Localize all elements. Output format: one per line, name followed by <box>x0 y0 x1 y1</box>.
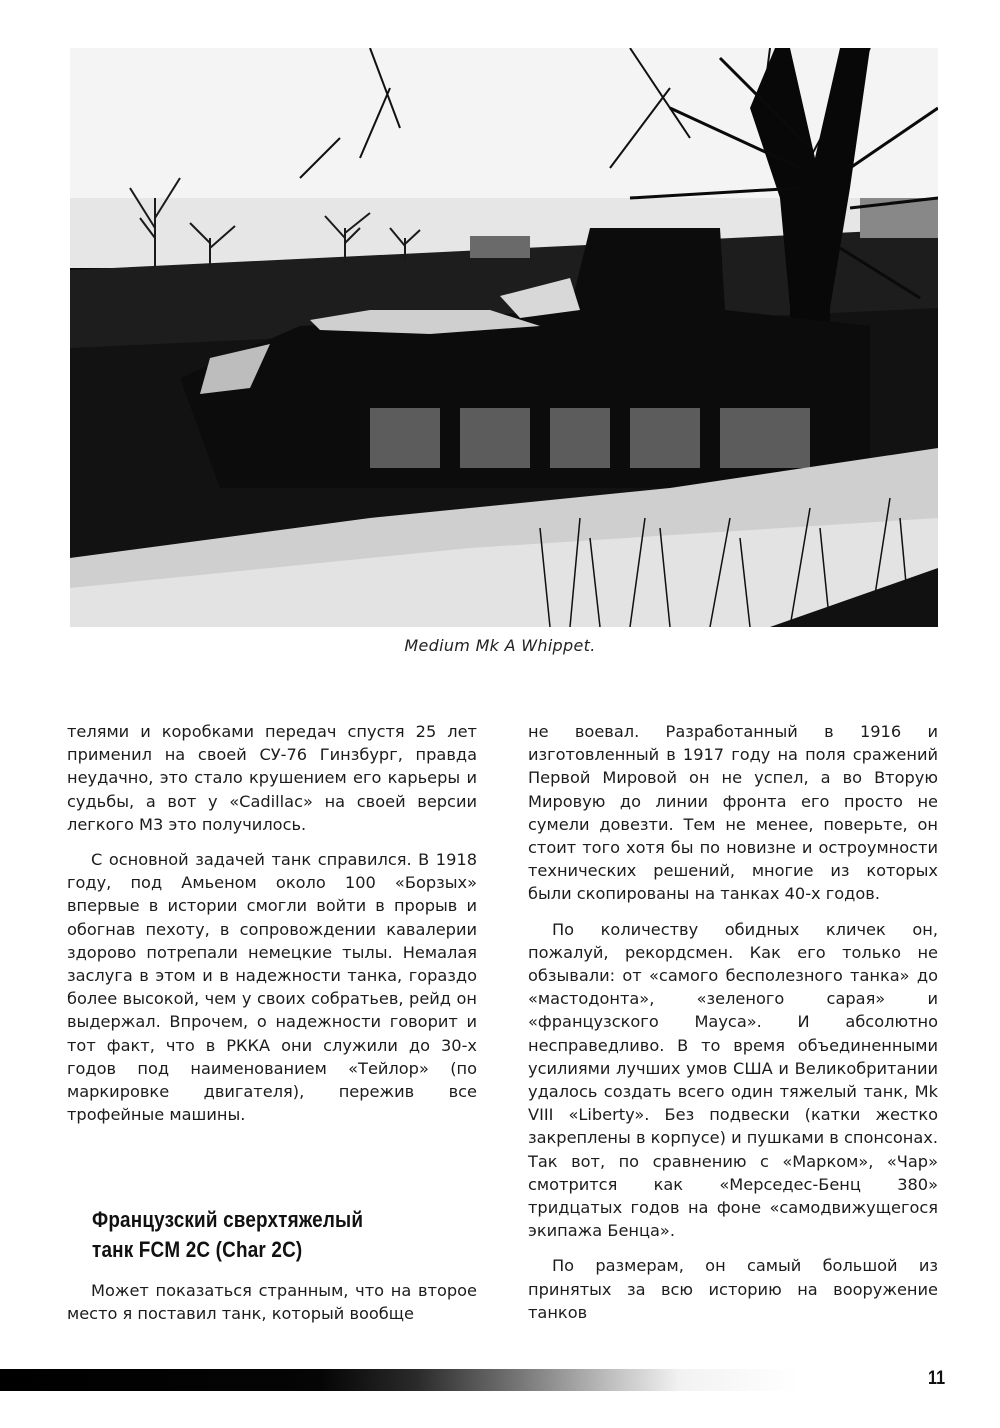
paragraph: телями и коробками передач спустя 25 лет применил на своей СУ-76 Гинзбург, правда неудачно, это стало крушением его карьеры и судьбы, а вот у «Cadillac» на своей версии легкого М3 это получилось. <box>67 722 477 834</box>
tank-photo <box>70 48 938 627</box>
section-heading <box>92 1205 419 1265</box>
photo-caption: Medium Mk A Whippet. <box>404 636 596 655</box>
right-column <box>528 720 938 1324</box>
section-heading-line: танк FCM 2C (Char 2C) <box>92 1237 303 1262</box>
whippet-tank-image <box>70 48 938 627</box>
paragraph: не воевал. Разработанный в 1916 и изготовленный в 1917 году на поля сражений Первой Мировой он не успел, а во Вторую Мировую до линии фронта его просто не сумели довезти. Тем не менее, поверьте, он стоит того хотя бы по новизне и остроумности технических решений, многие из которых были скопированы на танках 40-х годов. <box>528 722 938 904</box>
page-number: 11 <box>928 1368 946 1389</box>
paragraph: С основной задачей танк справился. В 1918 году, под Амьеном около 100 «Борзых» впервые в истории смогли войти в прорыв и обогнав пехоту, в сопровождении кавалерии здорово потрепали немецкие тылы. Немалая заслуга в этом и в надежности танка, гораздо более высокой, чем у своих собратьев, рейд он выдержал. Впрочем, о надежности говорит и тот факт, что в РККА они служили до 30-х годов под наименованием «Тейлор» (по маркировке двигателя), пережив все трофейные машины. <box>67 850 477 1125</box>
paragraph: Может показаться странным, что на второе место я поставил танк, который вообще <box>67 1281 477 1324</box>
left-column <box>67 720 477 1126</box>
left-column-continuation <box>67 1279 477 1325</box>
footer-gradient-bar <box>0 1369 800 1391</box>
section-heading-line: Французский сверхтяжелый <box>92 1207 364 1232</box>
paragraph: По размерам, он самый большой из принятых за всю историю на вооружение танков <box>528 1256 938 1322</box>
paragraph: По количеству обидных кличек он, пожалуй, рекордсмен. Как его только не обзывали: от «самого бесполезного танка» до «мастодонта», «зеленого сарая» и «французского Мауса». И абсолютно несправедливо. В то время объединенными усилиями лучших умов США и Великобритании удалось создать всего один тяжелый танк, Mk VIII «Liberty». Без подвески (катки жестко закреплены в корпусе) и пушками в спонсонах. Так вот, по сравнению с «Марком», «Чар» смотрится как «Мерседес-Бенц 380» тридцатых годов на фоне «самодвижущегося экипажа Бенца». <box>528 919 938 1241</box>
